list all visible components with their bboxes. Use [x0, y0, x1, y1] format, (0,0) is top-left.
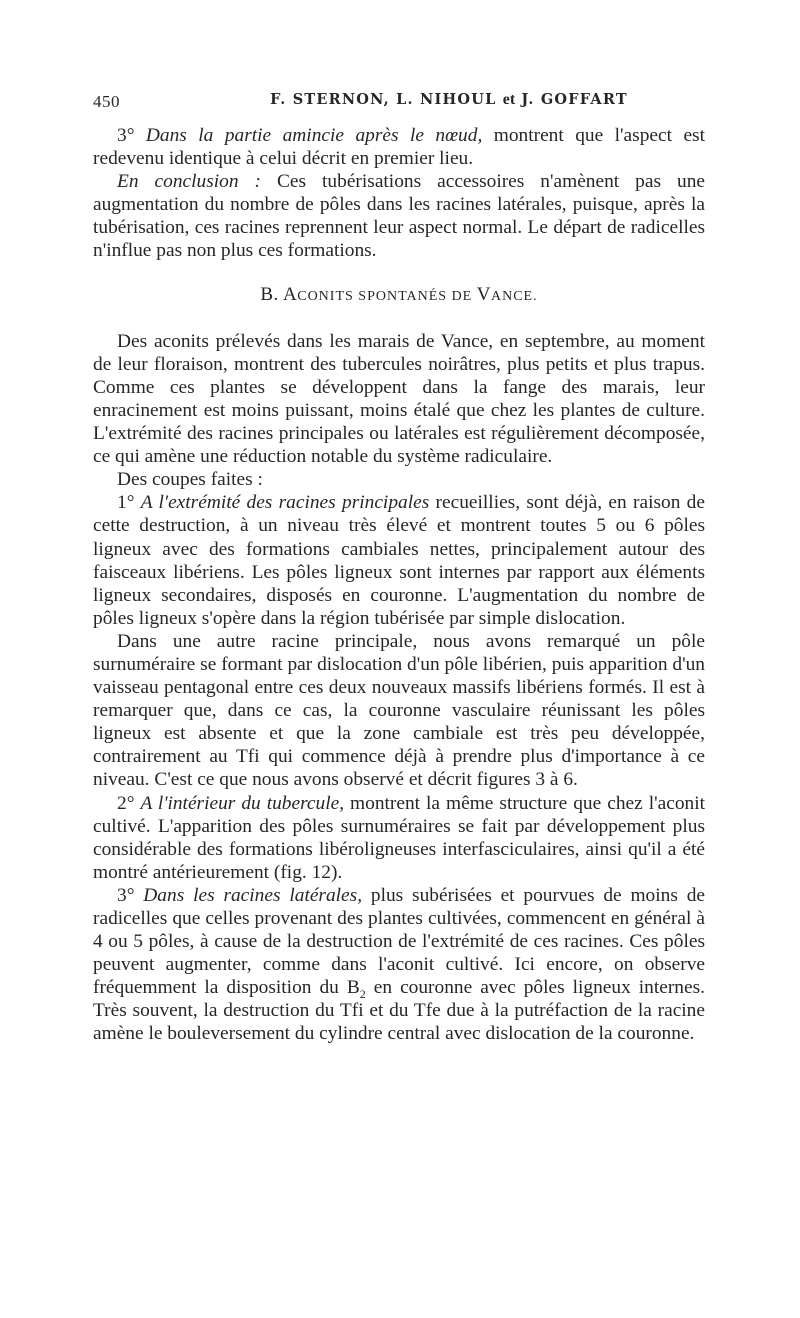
- paragraph-item-3-aminci: [93, 124, 705, 170]
- section-title-smallcaps-1: CONITS SPONTANÉS DE: [297, 288, 477, 304]
- conclusion-heading: En conclusion :: [117, 171, 261, 193]
- section-title-cap-a: A: [283, 283, 298, 305]
- page-number: 450: [93, 92, 120, 111]
- paragraph-item-1: [93, 491, 705, 630]
- section-title-cap-v: V: [476, 283, 491, 305]
- paragraph-text: plus subérisées et pourvues de moins de radicelles que celles provenant des plantes cultivées, commencent en général à 4 ou 5 pôles, à cause de la destruction de l'extrémité de ces racines. Ces pôles peuvent augmenter, comme dans l'aconit cultivé. Ici encore, on observe fréquemment la disposition du B: [93, 884, 705, 999]
- paragraph-conclusion: [93, 170, 705, 262]
- authors-part2: J. GOFFART: [521, 91, 628, 108]
- item-number: 2°: [117, 792, 141, 814]
- item-heading: Dans les racines latérales,: [143, 884, 363, 906]
- item-number: 1°: [117, 492, 141, 514]
- paragraph-text-continued: en couronne avec pôles ligneux internes. Très souvent, la destruction du Tfi et du Tfe due à la putréfaction de la racine amène le bouleversement du cylindre central avec dislocation de la couronne.: [93, 977, 706, 1045]
- item-number: 3°: [117, 125, 146, 146]
- paragraph-autre-racine: Dans une autre racine principale, nous avons remarqué un pôle surnuméraire se formant par dislocation d'un pôle libérien, puis apparition d'un vaisseau pentagonal entre ces deux nouveaux massifs libériens formés. Il est à remarquer que, dans ce cas, la couronne vasculaire réunissant les pôles ligneux est absente et que la zone cambiale est très peu développée, contrairement au Tfi qui commence déjà à prendre plus d'importance à ce niveau. C'est ce que nous avons observé et décrit figures 3 à 6.: [93, 630, 705, 791]
- paragraph-coupes: Des coupes faites :: [117, 469, 263, 491]
- running-head-authors: [193, 91, 705, 109]
- section-title: [93, 283, 705, 308]
- paragraph-text: Ces tubérisations accessoires n'amènent pas une augmentation du nombre de pôles dans les racines latérales, puisque, après la tubérisation, ces racines reprennent leur aspect normal. Le départ de radicelles n'influe pas non plus ces formations.: [93, 171, 705, 262]
- item-heading: Dans la partie amincie après le nœud,: [145, 125, 483, 146]
- paragraph-intro: Des aconits prélevés dans les marais de Vance, en septembre, au moment de leur floraison, montrent des tubercules noirâtres, plus petits et plus trapus. Comme ces plantes se développent dans la fange des marais, leur enracinement est moins puissant, moins étalé que chez les plantes de culture. L'extrémité des racines principales ou latérales est régulièrement décomposée, ce qui amène une réduction notable du système radiculaire.: [93, 330, 705, 468]
- subscript: 2: [359, 987, 366, 1002]
- page-header: [93, 92, 705, 118]
- section-letter: B.: [260, 283, 283, 305]
- item-number: 3°: [117, 884, 144, 906]
- body-text: [93, 124, 705, 1046]
- paragraph-item-3-laterales: [93, 884, 705, 1046]
- paragraph-text: montrent la même structure que chez l'aconit cultivé. L'apparition des pôles surnuméraires se fait par développement plus considérable des formations libéroligneuses interfasciculaires, ainsi qu'il a été montré antérieurement (fig. 12).: [93, 792, 705, 883]
- item-heading: A l'extrémité des racines principales: [140, 492, 430, 514]
- authors-et: et: [502, 91, 516, 108]
- section-title-smallcaps-2: ANCE.: [490, 288, 538, 304]
- authors-part1: F. STERNON, L. NIHOUL: [270, 91, 497, 108]
- paragraph-text: montrent que l'aspect est redevenu identique à celui décrit en premier lieu.: [93, 125, 705, 170]
- paragraph-text: recueillies, sont déjà, en raison de cette destruction, à un niveau très élevé et montrent toutes 5 ou 6 pôles ligneux avec des formations cambiales nettes, principalement autour des faisceaux libériens. Les pôles ligneux sont internes par rapport aux éléments ligneux secondaires, disposés en couronne. L'augmentation du nombre de pôles ligneux s'opère dans la région tubérisée par simple dislocation.: [93, 492, 705, 629]
- item-heading: A l'intérieur du tubercule,: [140, 792, 345, 814]
- paragraph-item-2: [93, 792, 705, 884]
